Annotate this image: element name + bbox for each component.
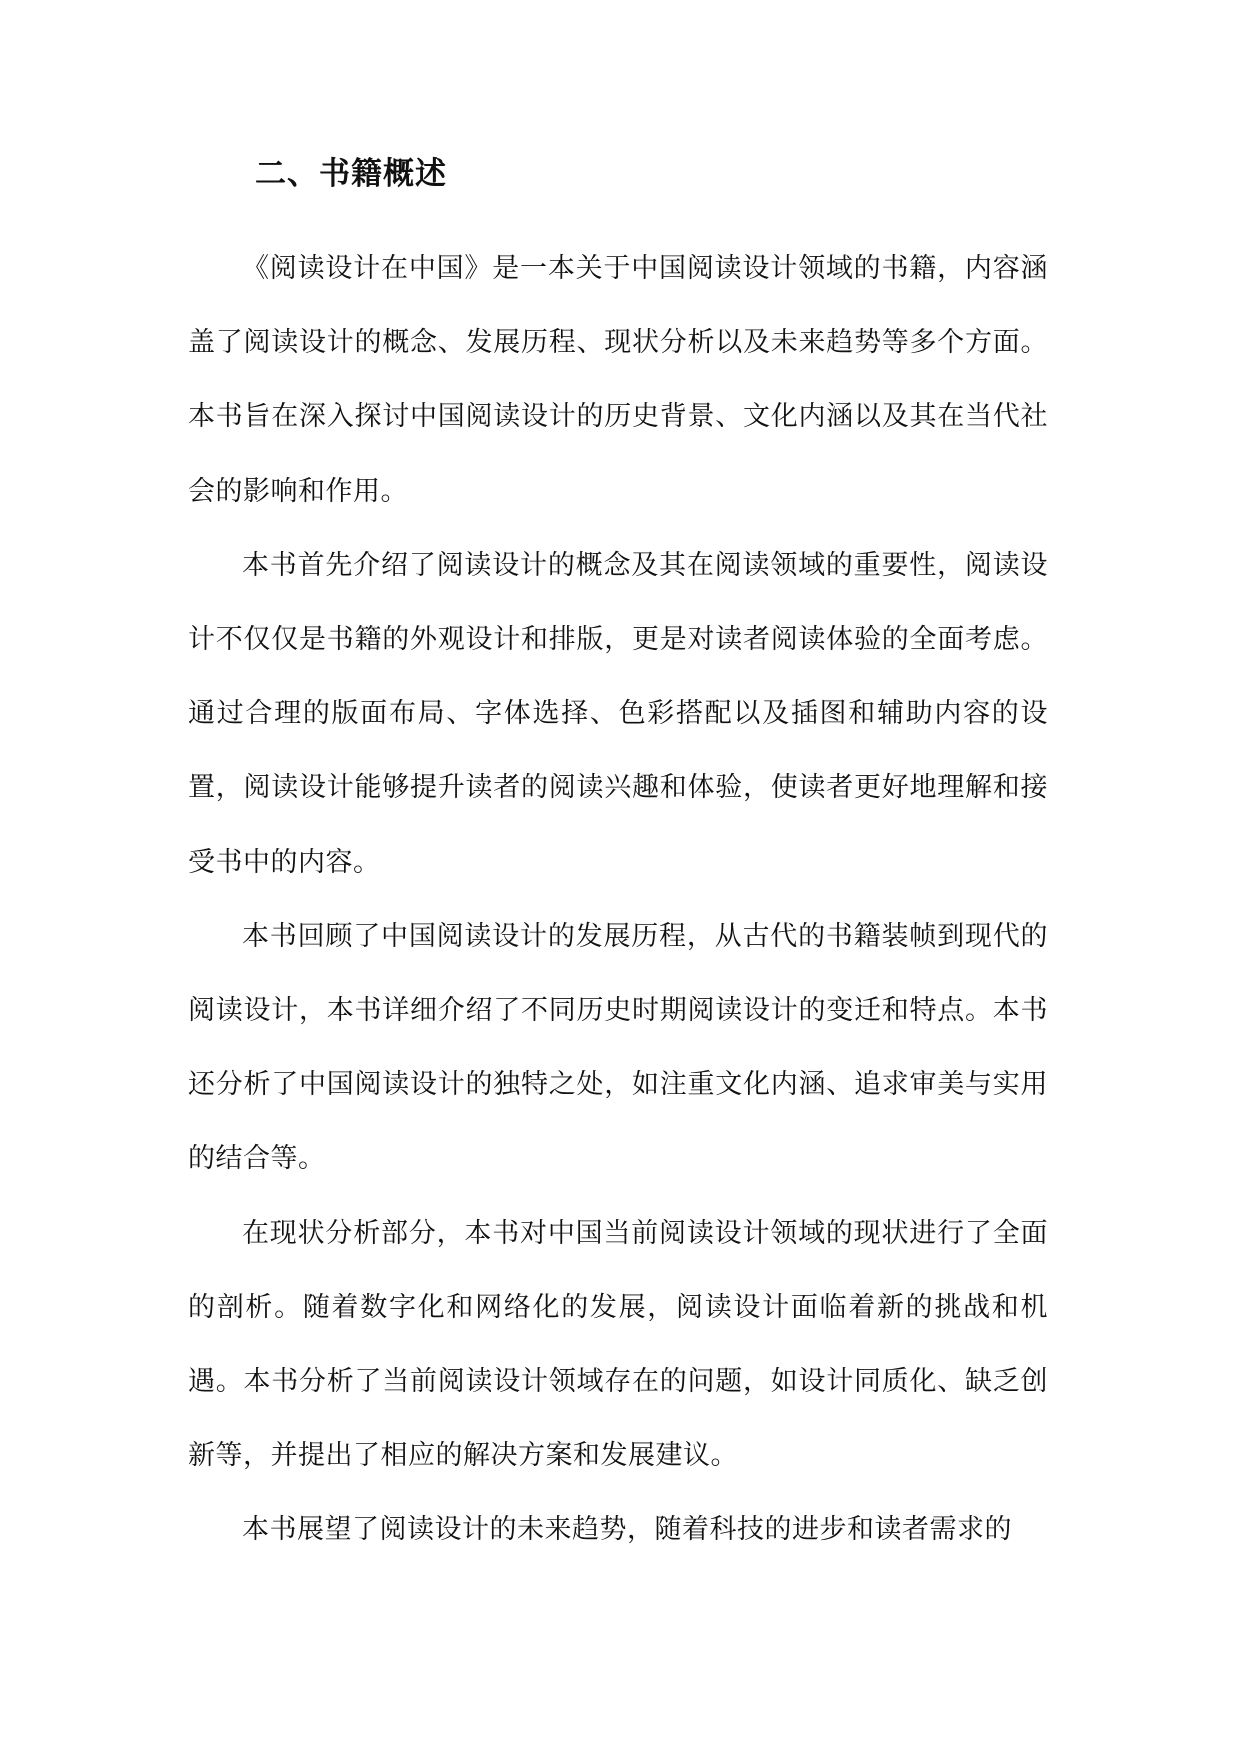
paragraph-future-trends: 本书展望了阅读设计的未来趋势，随着科技的进步和读者需求的 [242, 1514, 1012, 1546]
paragraph-current-status: 在现状分析部分，本书对中国当前阅读设计领域的现状进行了全面的剖析。随着数字化和网络化的发展，阅读设计面临着新的挑战和机遇。本书分析了当前阅读设计领域存在的问题，如设计同质化、缺乏创新等，并提出了相应的解决方案和发展建议。 [188, 1217, 1048, 1472]
section-heading: 二、书籍概述 [255, 156, 447, 192]
paragraph-history: 本书回顾了中国阅读设计的发展历程，从古代的书籍装帧到现代的阅读设计，本书详细介绍了不同历史时期阅读设计的变迁和特点。本书还分析了中国阅读设计的独特之处，如注重文化内涵、追求审美与实用的结合等。 [188, 920, 1048, 1175]
paragraph-intro: 《阅读设计在中国》是一本关于中国阅读设计领域的书籍，内容涵盖了阅读设计的概念、发展历程、现状分析以及未来趋势等多个方面。本书旨在深入探讨中国阅读设计的历史背景、文化内涵以及其在当代社会的影响和作用。 [188, 253, 1048, 507]
paragraph-concept: 本书首先介绍了阅读设计的概念及其在阅读领域的重要性，阅读设计不仅仅是书籍的外观设计和排版，更是对读者阅读体验的全面考虑。通过合理的版面布局、字体选择、色彩搭配以及插图和辅助内容的设置，阅读设计能够提升读者的阅读兴趣和体验，使读者更好地理解和接受书中的内容。 [188, 549, 1048, 878]
body-text [188, 232, 1048, 1568]
